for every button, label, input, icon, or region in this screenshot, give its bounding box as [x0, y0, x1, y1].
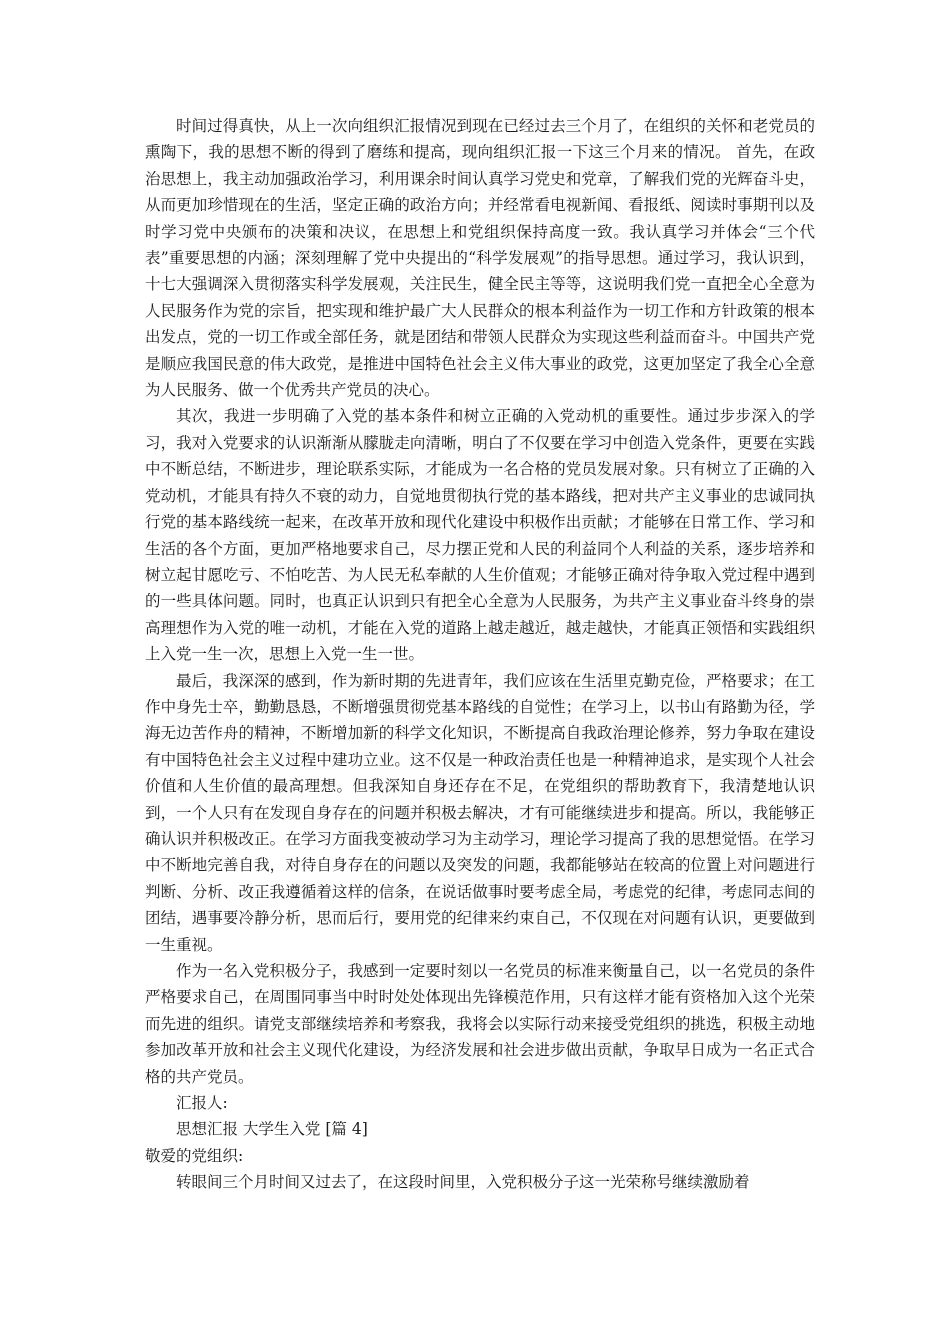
next-section-title: 思想汇报 大学生入党 [篇 4]	[176, 1120, 368, 1139]
salutation: 敬爱的党组织:	[145, 1146, 244, 1165]
signature-line: 汇报人:	[176, 1094, 228, 1113]
paragraph-2: 其次，我进一步明确了入党的基本条件和树立正确的入党动机的重要性。通过步步深入的学习，我对入党要求的认识渐渐从朦胧走向清晰，明白了不仅要在学习中创造入党条件，更要在实践中不断总结，不断进步，理论联系实际，才能成为一名合格的党员发展对象。只有树立了正确的入党动机，才能具有持久不衰的动力，自觉地贯彻执行党的基本路线，把对共产主义事业的忠诚同执行党的基本路线统一起来，在改革开放和现代化建设中积极作出贡献；才能够在日常工作、学习和生活的各个方面，更加严格地要求自己，尽力摆正党和人民的利益同个人利益的关系，逐步培养和树立起甘愿吃亏、不怕吃苦、为人民无私奉献的人生价值观；才能够正确对待争取入党过程中遇到的一些具体问题。同时，也真正认识到只有把全心全意为人民服务，为共产主义事业奋斗终身的崇高理想作为入党的唯一动机，才能在入党的道路上越走越近，越走越快，才能真正领悟和实践组织上入党一生一次，思想上入党一生一世。	[145, 407, 815, 664]
next-section-opening: 转眼间三个月时间又过去了，在这段时间里，入党积极分子这一光荣称号继续激励着	[176, 1173, 750, 1192]
paragraph-4: 作为一名入党积极分子，我感到一定要时刻以一名党员的标准来衡量自己，以一名党员的条件严格要求自己，在周围同事当中时时处处体现出先锋模范作用，只有这样才能有资格加入这个光荣而先进的组织。请党支部继续培养和考察我，我将会以实际行动来接受党组织的挑选，积极主动地参加改革开放和社会主义现代化建设，为经济发展和社会进步做出贡献，争取早日成为一名正式合格的共产党员。	[145, 962, 815, 1086]
paragraph-1: 时间过得真快，从上一次向组织汇报情况到现在已经过去三个月了，在组织的关怀和老党员的熏陶下，我的思想不断的得到了磨练和提高，现向组织汇报一下这三个月来的情况。 首先，在政治思想上，我主动加强政治学习，利用课余时间认真学习党史和党章，了解我们党的光辉奋斗史，从而更加珍惜现在的生活，坚定正确的政治方向；并经常看电视新闻、看报纸、阅读时事期刊以及时学习党中央颁布的决策和决议，在思想上和党组织保持高度一致。我认真学习并体会“三个代表”重要思想的内涵；深刻理解了党中央提出的“科学发展观”的指导思想。通过学习，我认识到，十七大强调深入贯彻落实科学发展观，关注民生，健全民主等等，这说明我们党一直把全心全意为人民服务作为党的宗旨，把实现和维护最广大人民群众的根本利益作为一切工作和方针政策的根本出发点，党的一切工作或全部任务，就是团结和带领人民群众为实现这些利益而奋斗。中国共产党是顺应我国民意的伟大政党，是推进中国特色社会主义伟大事业的政党，这更加坚定了我全心全意为人民服务、做一个优秀共产党员的决心。	[145, 117, 815, 400]
paragraph-3: 最后，我深深的感到，作为新时期的先进青年，我们应该在生活里克勤克俭，严格要求；在工作中身先士卒，勤勤恳恳，不断增强贯彻党基本路线的自觉性；在学习上，以书山有路勤为径，学海无边苦作舟的精神，不断增加新的科学文化知识，不断提高自我政治理论修养，努力争取在建设有中国特色社会主义过程中建功立业。这不仅是一种政治责任也是一种精神追求，是实现个人社会价值和人生价值的最高理想。但我深知自身还存在不足，在党组织的帮助教育下，我清楚地认识到，一个人只有在发现自身存在的问题并积极去解决，才有可能继续进步和提高。所以，我能够正确认识并积极改正。在学习方面我变被动学习为主动学习，理论学习提高了我的思想觉悟。在学习中不断地完善自我，对待自身存在的问题以及突发的问题，我都能够站在较高的位置上对问题进行判断、分析、改正我遵循着这样的信条，在说话做事时要考虑全局，考虑党的纪律，考虑同志间的团结，遇事要冷静分析，思而后行，要用党的纪律来约束自己，不仅现在对问题有认识，更要做到一生重视。	[145, 671, 815, 954]
document-page	[145, 113, 815, 1196]
